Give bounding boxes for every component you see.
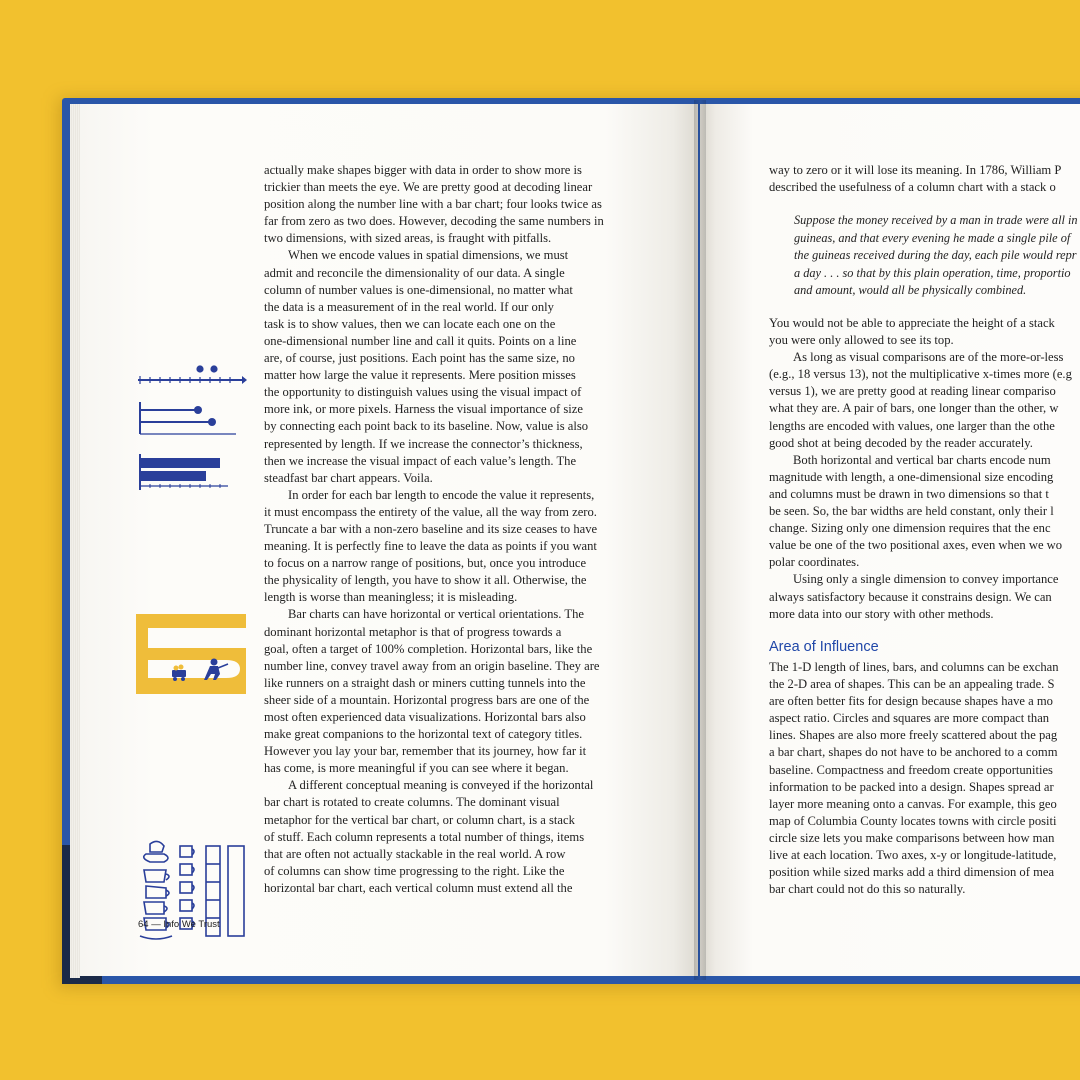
text-line: what they are. A pair of bars, one longer than the other, w [769, 401, 1059, 416]
text-line: admit and reconcile the dimensionality of our data. A single [264, 265, 565, 280]
text-line: and columns must be drawn in two dimensions so that t [769, 486, 1049, 501]
text-line: (e.g., 18 versus 13), not the multiplicative x-times more (e.g [769, 367, 1072, 382]
text-line: magnitude with length, a one-dimensional size encoding [769, 469, 1054, 484]
text-line: are often better fits for design because shapes have a mo [769, 694, 1053, 709]
text-line: most often experienced data visualizations. Horizontal bars also [264, 710, 586, 724]
bar-chart-evolution-illustration [136, 356, 248, 496]
text-line: polar coordinates. [769, 555, 860, 570]
text-line: good shot at being decoded by the reader accurately. [769, 435, 1033, 450]
text-line: one-dimensional number line and call it quits. Points on a line [264, 333, 577, 348]
text-line: versus 1), we are pretty good at reading linear compariso [769, 384, 1056, 399]
quote-line: the guineas received during the day, each pile would repr [794, 248, 1077, 262]
text-line: described the usefulness of a column chart with a stack o [769, 180, 1056, 195]
text-line: trickier than meets the eye. We are pretty good at decoding linear [264, 180, 593, 195]
text-line: task is to show values, then we can locate each one on the [264, 316, 556, 331]
right-page-body [769, 315, 1072, 623]
text-line: Both horizontal and vertical bar charts encode num [793, 452, 1051, 467]
text-line: make great companions to the horizontal text of category titles. [264, 727, 583, 742]
text-line: number line, convey travel away from an origin baseline. They are [264, 658, 600, 673]
text-line: it must encompass the entirety of the value, all the way from zero. [264, 504, 597, 519]
page-edges [70, 104, 80, 978]
text-line: goal, often a target of 100% completion. Horizontal bars, like the [264, 641, 593, 656]
text-line: the physicality of length, you have to show it all. Otherwise, the [264, 573, 587, 588]
text-line: baseline. Compactness and freedom create opportunities [769, 762, 1053, 777]
text-line: Using only a single dimension to convey importance [793, 572, 1059, 587]
text-line: position while sized marks add a third dimension of mea [769, 865, 1055, 880]
text-line: steadfast bar chart appears. Voila. [264, 470, 433, 485]
text-line: like runners on a straight dash or miners cutting tunnels into the [264, 675, 586, 690]
text-line: However you lay your bar, remember that its journey, how far it [264, 744, 587, 759]
text-line: circle size lets you make comparisons between how man [769, 830, 1055, 845]
text-line: way to zero or it will lose its meaning. In 1786, William P [769, 163, 1062, 177]
text-line: lengths are encoded with values, one larger than the othe [769, 418, 1055, 433]
text-line: lines. Shapes are also more freely scattered about the pag [769, 728, 1058, 743]
text-line: In order for each bar length to encode the value it represents, [288, 487, 595, 502]
text-line: more data into our story with other methods. [769, 606, 994, 621]
text-line: to focus on a narrow range of positions, but, once you introduce [264, 556, 587, 571]
text-line: Truncate a bar with a non-zero baseline and its size ceases to have [264, 521, 598, 536]
text-line: actually make shapes bigger with data in order to show more is [264, 163, 582, 177]
text-line: aspect ratio. Circles and squares are more compact than [769, 711, 1050, 726]
quote-line: guineas, and that every evening he made a single pile of [794, 230, 1071, 245]
page-footer: 64 — Info We Trust [138, 919, 220, 930]
text-line: length is worse than meaningless; it is misleading. [264, 590, 518, 605]
text-line: represented by length. If we increase the connector’s thickness, [264, 436, 583, 451]
text-line: two dimensions, with sized areas, is fraught with pitfalls. [264, 231, 552, 246]
right-page-intro [769, 162, 1061, 196]
text-line: the data is a measurement of in the real world. If our only [264, 299, 554, 314]
text-line: then we increase the visual impact of each value’s length. The [264, 453, 577, 468]
right-page-section [769, 659, 1059, 898]
text-line: information to be packed into a design. Shapes spread ar [769, 779, 1054, 794]
text-line: a bar chart, shapes do not have to be anchored to a comm [769, 745, 1058, 760]
left-page-text [264, 162, 604, 897]
left-page [80, 104, 698, 976]
text-line: dominant horizontal metaphor is that of progress towards a [264, 624, 562, 639]
text-line: the opportunity to distinguish values using the visual impact of [264, 385, 582, 400]
text-line: position along the number line with a bar chart; four looks twice as [264, 197, 602, 212]
text-line: has come, is more meaningful if you can see where it began. [264, 761, 569, 776]
text-line: sheer side of a mountain. Horizontal progress bars are one of the [264, 692, 590, 707]
text-line: change. Sizing only one dimension requires that the enc [769, 521, 1051, 536]
text-line: far from zero as two does. However, decoding the same numbers in [264, 214, 604, 229]
text-line: horizontal bar chart, each vertical column must extend all the [264, 880, 573, 895]
text-line: map of Columbia County locates towns with circle positi [769, 813, 1057, 828]
book-gutter [694, 100, 706, 980]
text-line: column of number values is one-dimensional, no matter what [264, 282, 573, 297]
text-line: are, of course, just positions. Each point has the same size, no [264, 351, 575, 366]
text-line: layer more meaning onto a canvas. For example, this geo [769, 796, 1057, 811]
text-line: that are often not actually stackable in the real world. A row [264, 846, 566, 861]
text-line: matter how large the value it represents. Mere position misses [264, 368, 576, 383]
text-line: of stuff. Each column represents a total number of things, items [264, 829, 585, 844]
text-line: by connecting each point back to its baseline. Now, value is also [264, 419, 589, 434]
text-line: bar chart could not do this so naturally. [769, 882, 966, 897]
block-quote [794, 212, 1078, 300]
text-line: value be one of the two positional axes, even when we wo [769, 538, 1063, 553]
text-line: live at each location. Two axes, x-y or longitude-latitude, [769, 848, 1057, 863]
text-line: When we encode values in spatial dimensions, we must [288, 248, 569, 263]
quote-line: Suppose the money received by a man in trade were all in [794, 213, 1078, 227]
right-page [700, 104, 1080, 976]
quote-line: and amount, would all be physically combined. [794, 283, 1027, 297]
text-line: of columns can show time progressing to the right. Like the [264, 863, 565, 878]
text-line: The 1-D length of lines, bars, and columns can be exchan [769, 660, 1059, 674]
text-line: be seen. So, the bar widths are held constant, only their l [769, 504, 1054, 519]
text-line: more ink, or more pixels. Harness the visual importance of size [264, 402, 583, 417]
section-heading: Area of Influence [769, 639, 879, 655]
text-line: bar chart is rotated to create columns. The dominant visual [264, 795, 560, 810]
text-line: A different conceptual meaning is conveyed if the horizontal [288, 778, 594, 793]
text-line: the 2-D area of shapes. This can be an appealing trade. S [769, 677, 1055, 692]
text-line: Bar charts can have horizontal or vertical orientations. The [288, 607, 584, 622]
text-line: You would not be able to appreciate the height of a stack [769, 316, 1055, 330]
text-line: metaphor for the vertical bar chart, or column chart, is a stack [264, 812, 575, 827]
text-line: meaning. It is perfectly fine to leave the data as points if you want [264, 539, 597, 554]
text-line: As long as visual comparisons are of the more-or-less [793, 350, 1064, 365]
text-line: you were only allowed to see its top. [769, 333, 954, 348]
text-line: always satisfactory because it constrains design. We can [769, 589, 1052, 604]
mine-tunnel-illustration [136, 614, 248, 694]
quote-line: a day . . . so that by this plain operation, time, proportio [794, 265, 1071, 280]
